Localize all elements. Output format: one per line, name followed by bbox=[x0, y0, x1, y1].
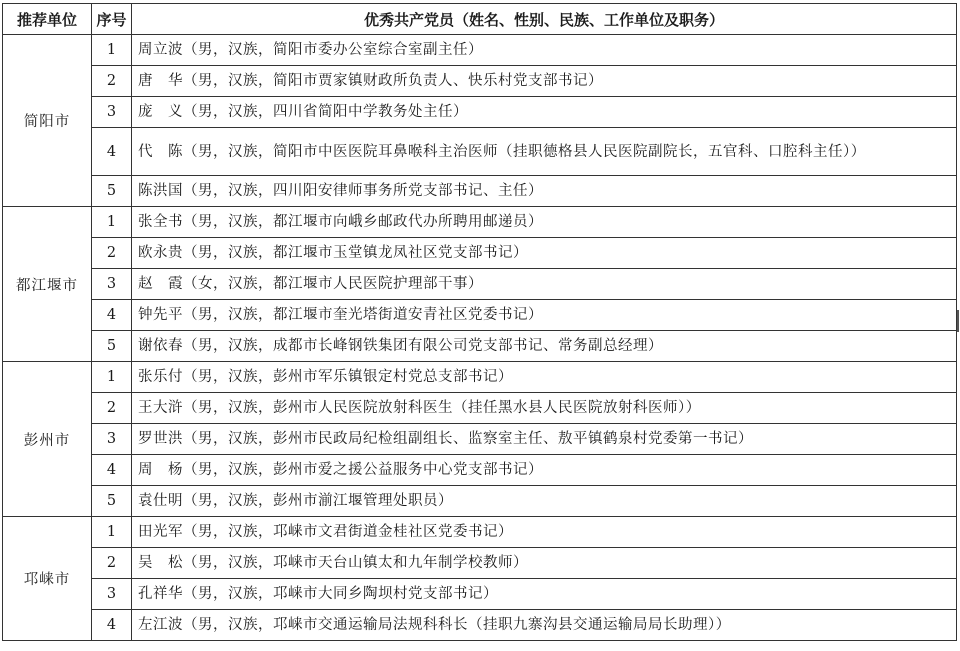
member-cell: 谢依春（男，汉族，成都市长峰钢铁集团有限公司党支部书记、常务副总经理） bbox=[132, 331, 957, 362]
member-cell: 赵 霞（女，汉族，都江堰市人民医院护理部干事） bbox=[132, 269, 957, 300]
table-row bbox=[3, 455, 957, 486]
member-cell: 左江波（男，汉族，邛崃市交通运输局法规科科长（挂职九寨沟县交通运输局局长助理）） bbox=[132, 610, 957, 641]
seq-cell: 2 bbox=[92, 238, 132, 269]
seq-cell: 4 bbox=[92, 128, 132, 176]
seq-cell: 5 bbox=[92, 331, 132, 362]
member-cell: 张乐付（男，汉族，彭州市军乐镇银定村党总支部书记） bbox=[132, 362, 957, 393]
member-cell: 周 杨（男，汉族，彭州市爱之援公益服务中心党支部书记） bbox=[132, 455, 957, 486]
table-row bbox=[3, 362, 957, 393]
table-row bbox=[3, 128, 957, 176]
table-row bbox=[3, 548, 957, 579]
unit-cell: 邛崃市 bbox=[3, 517, 92, 641]
member-cell: 张全书（男，汉族，都江堰市向峨乡邮政代办所聘用邮递员） bbox=[132, 207, 957, 238]
table-row bbox=[3, 610, 957, 641]
members-table bbox=[2, 3, 957, 641]
table-row bbox=[3, 517, 957, 548]
member-cell: 孔祥华（男，汉族，邛崃市大同乡陶坝村党支部书记） bbox=[132, 579, 957, 610]
member-cell: 陈洪国（男，汉族，四川阳安律师事务所党支部书记、主任） bbox=[132, 176, 957, 207]
seq-cell: 4 bbox=[92, 300, 132, 331]
table-row bbox=[3, 579, 957, 610]
member-cell: 袁仕明（男，汉族，彭州市湔江堰管理处职员） bbox=[132, 486, 957, 517]
header-member: 优秀共产党员（姓名、性别、民族、工作单位及职务） bbox=[132, 4, 957, 35]
seq-cell: 1 bbox=[92, 517, 132, 548]
table-row bbox=[3, 393, 957, 424]
table-row bbox=[3, 66, 957, 97]
table-row bbox=[3, 97, 957, 128]
seq-cell: 3 bbox=[92, 579, 132, 610]
seq-cell: 3 bbox=[92, 97, 132, 128]
unit-cell: 彭州市 bbox=[3, 362, 92, 517]
seq-cell: 3 bbox=[92, 269, 132, 300]
member-cell: 欧永贵（男，汉族，都江堰市玉堂镇龙凤社区党支部书记） bbox=[132, 238, 957, 269]
seq-cell: 5 bbox=[92, 486, 132, 517]
seq-cell: 2 bbox=[92, 393, 132, 424]
member-cell: 王大浒（男，汉族，彭州市人民医院放射科医生（挂任黑水县人民医院放射科医师）） bbox=[132, 393, 957, 424]
table-row bbox=[3, 35, 957, 66]
table-row bbox=[3, 300, 957, 331]
header-row bbox=[3, 4, 957, 35]
table-row bbox=[3, 176, 957, 207]
member-cell: 唐 华（男，汉族，简阳市贾家镇财政所负责人、快乐村党支部书记） bbox=[132, 66, 957, 97]
scroll-indicator[interactable] bbox=[957, 310, 959, 332]
header-unit: 推荐单位 bbox=[3, 4, 92, 35]
table-row bbox=[3, 269, 957, 300]
member-cell: 代 陈（男，汉族，简阳市中医医院耳鼻喉科主治医师（挂职德格县人民医院副院长，五官科、口腔科主任）） bbox=[132, 128, 957, 176]
table-row bbox=[3, 486, 957, 517]
seq-cell: 3 bbox=[92, 424, 132, 455]
header-seq: 序号 bbox=[92, 4, 132, 35]
seq-cell: 1 bbox=[92, 362, 132, 393]
table-row bbox=[3, 207, 957, 238]
table-row bbox=[3, 331, 957, 362]
seq-cell: 2 bbox=[92, 548, 132, 579]
member-cell: 庞 义（男，汉族，四川省简阳中学教务处主任） bbox=[132, 97, 957, 128]
table-row bbox=[3, 238, 957, 269]
member-cell: 周立波（男，汉族，简阳市委办公室综合室副主任） bbox=[132, 35, 957, 66]
member-cell: 钟先平（男，汉族，都江堰市奎光塔街道安青社区党委书记） bbox=[132, 300, 957, 331]
seq-cell: 5 bbox=[92, 176, 132, 207]
seq-cell: 4 bbox=[92, 455, 132, 486]
seq-cell: 4 bbox=[92, 610, 132, 641]
seq-cell: 1 bbox=[92, 207, 132, 238]
member-cell: 吴 松（男，汉族，邛崃市天台山镇太和九年制学校教师） bbox=[132, 548, 957, 579]
unit-cell: 简阳市 bbox=[3, 35, 92, 207]
seq-cell: 2 bbox=[92, 66, 132, 97]
unit-cell: 都江堰市 bbox=[3, 207, 92, 362]
seq-cell: 1 bbox=[92, 35, 132, 66]
table-row bbox=[3, 424, 957, 455]
member-cell: 罗世洪（男，汉族，彭州市民政局纪检组副组长、监察室主任、敖平镇鹤泉村党委第一书记） bbox=[132, 424, 957, 455]
member-cell: 田光军（男，汉族，邛崃市文君街道金桂社区党委书记） bbox=[132, 517, 957, 548]
